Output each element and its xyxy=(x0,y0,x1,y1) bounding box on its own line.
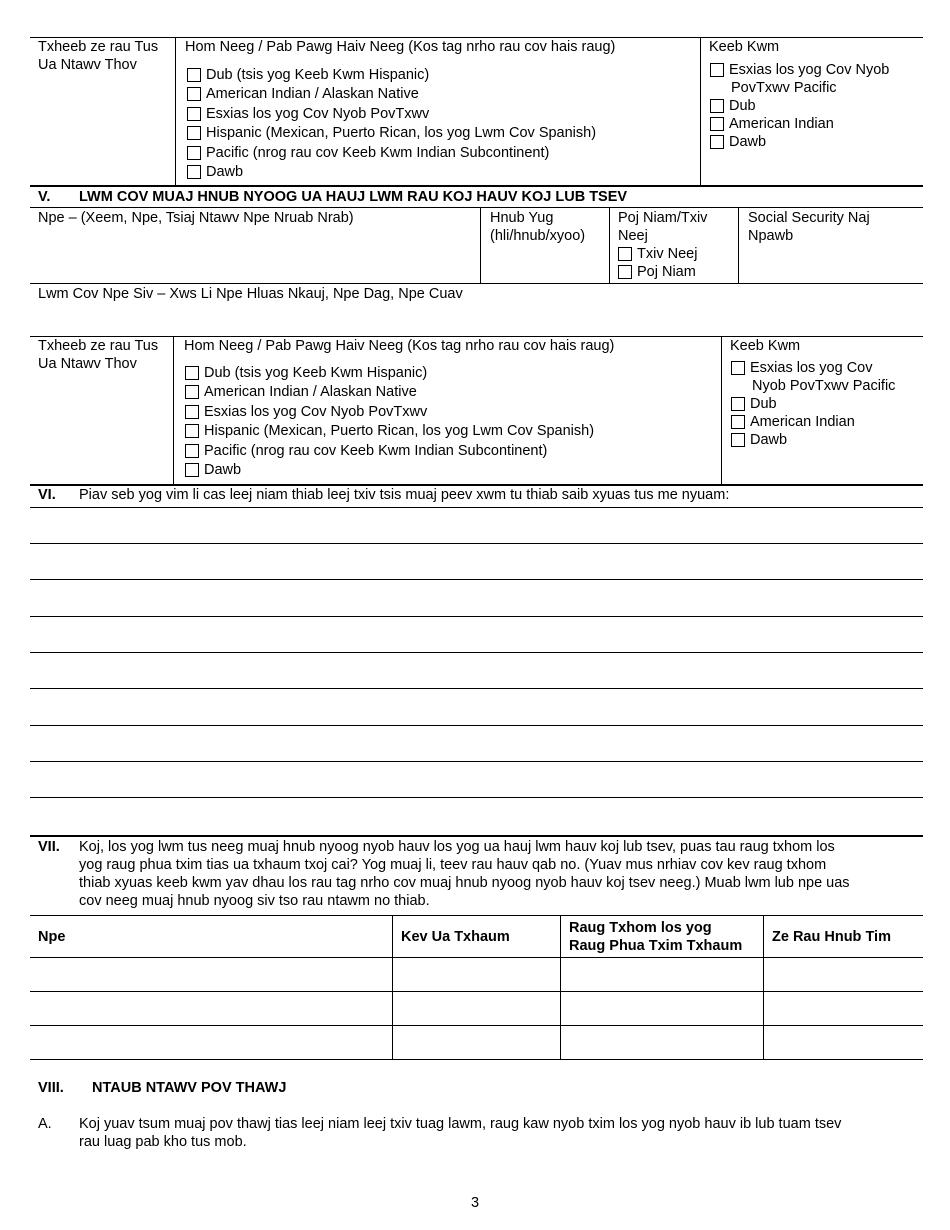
ethnicity-options: Esxias los yog Cov Nyob PovTxwv Pacific Dub American Indian Dawb xyxy=(710,61,889,151)
checkbox[interactable] xyxy=(731,397,745,411)
ethnicity-options: Esxias los yog Cov Nyob PovTxwv Pacific Dub American Indian Dawb xyxy=(731,359,895,449)
checkbox[interactable] xyxy=(185,463,199,477)
item-a-text: Koj yuav tsum muaj pov thawj tias leej niam leej txiv tuag lawm, raug kaw nyob txim los yog nyob hauv ib lub tuam tsev rau luag pab kho tus mob. xyxy=(79,1116,842,1150)
ssn-label: Social Security Naj Npawb xyxy=(748,210,870,244)
section-6-text: Piav seb yog vim li cas leej niam thiab leej txiv tsis muaj peev xwm tu thiab saib xyuas tus me nyuam: xyxy=(79,487,730,503)
item-a-letter: A. xyxy=(38,1116,52,1132)
name-label: Npe – (Xeem, Npe, Tsiaj Ntawv Npe Nruab Nrab) xyxy=(38,210,354,226)
race-option[interactable]: Pacific (nrog rau cov Keeb Kwm Indian Subcontinent) xyxy=(185,441,594,461)
race-option[interactable]: Dawb xyxy=(187,163,596,183)
other-names-label: Lwm Cov Npe Siv – Xws Li Npe Hluas Nkauj, Npe Dag, Npe Cuav xyxy=(38,286,463,302)
checkbox[interactable] xyxy=(618,247,632,261)
checkbox[interactable] xyxy=(187,107,201,121)
race-option[interactable]: Hispanic (Mexican, Puerto Rican, los yog Lwm Cov Spanish) xyxy=(187,124,596,144)
race-option[interactable]: Dub (tsis yog Keeb Kwm Hispanic) xyxy=(187,65,596,85)
section-8-title: NTAUB NTAWV POV THAWJ xyxy=(92,1080,287,1096)
col-header-name: Npe xyxy=(38,929,66,945)
race-option[interactable]: Pacific (nrog rau cov Keeb Kwm Indian Subcontinent) xyxy=(187,143,596,163)
ethnicity-option[interactable]: Esxias los yog Cov Nyob xyxy=(710,61,889,79)
gender-option-female[interactable]: Poj Niam xyxy=(618,263,707,281)
checkbox[interactable] xyxy=(187,87,201,101)
ethnicity-option[interactable]: American Indian xyxy=(731,413,895,431)
checkbox[interactable] xyxy=(187,165,201,179)
ethnicity-option[interactable]: Dawb xyxy=(731,431,895,449)
ethnicity-option[interactable]: Dub xyxy=(731,395,895,413)
checkbox[interactable] xyxy=(185,366,199,380)
race-option[interactable]: Hispanic (Mexican, Puerto Rican, los yog Lwm Cov Spanish) xyxy=(185,422,594,442)
race-option[interactable]: American Indian / Alaskan Native xyxy=(187,85,596,105)
checkbox[interactable] xyxy=(185,405,199,419)
race-option[interactable]: American Indian / Alaskan Native xyxy=(185,383,594,403)
race-options xyxy=(185,363,594,480)
race-option[interactable]: Esxias los yog Cov Nyob PovTxwv xyxy=(187,104,596,124)
relationship-label: Txheeb ze rau Tus Ua Ntawv Thov xyxy=(38,338,159,372)
checkbox[interactable] xyxy=(185,424,199,438)
checkbox[interactable] xyxy=(710,63,724,77)
race-option[interactable]: Dawb xyxy=(185,461,594,481)
ethnicity-option[interactable]: Dawb xyxy=(710,133,889,151)
checkbox[interactable] xyxy=(731,415,745,429)
checkbox[interactable] xyxy=(187,68,201,82)
ethnicity-heading: Keeb Kwm xyxy=(709,39,780,55)
col-header-date: Ze Rau Hnub Tim xyxy=(772,929,891,945)
gender-option-male[interactable]: Txiv Neej xyxy=(618,245,707,263)
section-7-text: Koj, los yog lwm tus neeg muaj hnub nyoog nyob hauv los yog ua hauj lwm hauv koj lub tsev, puas tau raug txhom los yog raug phua txim tias ua txhaum txoj cai? Yog muaj li, teev rau hauv qab no. (Yuav mus nrhiav cov kev raug txhom thiab xyuas keeb kwm yav dhau los rau tag nrho cov muaj hnub nyoog nyob hauv koj tsev neeg.) Muab lwm lub npe uas cov neeg muaj hnub nyoog siv tso rau ntawm no thiab. xyxy=(79,839,850,909)
checkbox[interactable] xyxy=(710,117,724,131)
ethnicity-option[interactable]: American Indian xyxy=(710,115,889,133)
checkbox[interactable] xyxy=(731,433,745,447)
checkbox[interactable] xyxy=(710,135,724,149)
col-header-conviction: Raug Txhom los yog Raug Phua Txim Txhaum xyxy=(569,920,743,954)
col-header-offense: Kev Ua Txhaum xyxy=(401,929,510,945)
ethnicity-heading: Keeb Kwm xyxy=(730,338,801,354)
checkbox[interactable] xyxy=(187,146,201,160)
checkbox[interactable] xyxy=(618,265,632,279)
section-7-number: VII. xyxy=(38,839,60,855)
race-option[interactable]: Dub (tsis yog Keeb Kwm Hispanic) xyxy=(185,363,594,383)
race-heading: Hom Neeg / Pab Pawg Haiv Neeg (Kos tag nrho rau cov hais raug) xyxy=(185,39,616,55)
section-6-number: VI. xyxy=(38,487,56,503)
checkbox[interactable] xyxy=(187,126,201,140)
relationship-label: Txheeb ze rau Tus Ua Ntawv Thov xyxy=(38,39,159,73)
race-option[interactable]: Esxias los yog Cov Nyob PovTxwv xyxy=(185,402,594,422)
ethnicity-option[interactable]: Dub xyxy=(710,97,889,115)
checkbox[interactable] xyxy=(731,361,745,375)
gender-label: Poj Niam/Txiv Neej Txiv Neej Poj Niam xyxy=(618,210,708,280)
race-options xyxy=(187,65,596,182)
checkbox[interactable] xyxy=(710,99,724,113)
birthdate-label: Hnub Yug (hli/hnub/xyoo) xyxy=(490,210,586,244)
race-heading: Hom Neeg / Pab Pawg Haiv Neeg (Kos tag nrho rau cov hais raug) xyxy=(184,338,615,354)
checkbox[interactable] xyxy=(185,385,199,399)
section-5-number: V. xyxy=(38,189,51,205)
section-5-title: LWM COV MUAJ HNUB NYOOG UA HAUJ LWM RAU KOJ HAUV KOJ LUB TSEV xyxy=(79,189,628,205)
ethnicity-option[interactable]: Esxias los yog Cov xyxy=(731,359,895,377)
page-number: 3 xyxy=(470,1195,480,1211)
checkbox[interactable] xyxy=(185,444,199,458)
section-8-number: VIII. xyxy=(38,1080,64,1096)
